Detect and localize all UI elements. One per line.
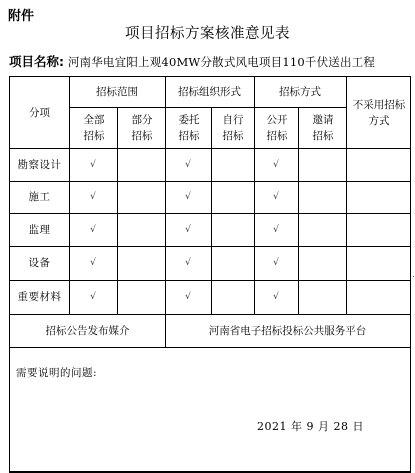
check-cell-partial [117, 280, 165, 314]
sub-header-entrusted: 委托招标 [178, 113, 200, 142]
check-cell-open: √ [273, 292, 279, 302]
check-cell-self [211, 280, 254, 314]
check-cell-entrusted: √ [185, 192, 191, 202]
attachment-label: 附件 [8, 9, 35, 24]
check-cell-open: √ [273, 258, 279, 268]
sub-header-invited: 邀请招标 [312, 113, 334, 142]
check-cell-self [211, 181, 254, 213]
row-label: 勘察设计 [17, 158, 62, 171]
sub-header-all: 全部招标 [83, 113, 105, 142]
signing-date: 2021 年 9 月 28 日 [257, 420, 364, 433]
sub-header-self: 自行招标 [222, 113, 244, 142]
header-item: 分项 [29, 106, 50, 119]
check-cell-not-used [346, 181, 410, 213]
document-title: 项目招标方案核准意见表 [125, 26, 290, 42]
project-name-line [9, 52, 411, 70]
check-cell-invited [298, 148, 346, 181]
project-name-label: 项目名称: [9, 54, 64, 69]
check-cell-invited [298, 246, 346, 280]
check-cell-all: √ [90, 224, 96, 235]
sub-header-partial: 部分招标 [131, 113, 153, 142]
check-cell-self [211, 213, 254, 246]
check-cell-entrusted: √ [185, 159, 191, 170]
margin-mark: . [412, 270, 415, 279]
check-cell-invited [298, 181, 346, 213]
header-org-form: 招标组织形式 [178, 86, 241, 98]
check-cell-partial [117, 213, 165, 246]
check-cell-all: √ [90, 258, 96, 268]
rule-media [10, 347, 410, 348]
check-cell-not-used [346, 213, 410, 246]
check-cell-not-used [346, 280, 410, 314]
check-cell-invited [298, 280, 346, 314]
check-cell-not-used [346, 246, 410, 280]
header-not-used: 不采用招标方式 [352, 98, 406, 127]
row-label: 施工 [28, 191, 51, 203]
row-label: 监理 [28, 223, 51, 236]
check-cell-all: √ [90, 192, 96, 202]
notes-label: 需要说明的问题: [16, 367, 98, 379]
check-cell-entrusted: √ [185, 258, 191, 268]
approval-table [9, 76, 411, 473]
rule-header-mid [69, 107, 346, 108]
check-cell-partial [117, 148, 165, 181]
check-cell-open: √ [273, 159, 279, 170]
check-cell-open: √ [273, 192, 279, 202]
check-cell-entrusted: √ [185, 292, 191, 302]
check-cell-open: √ [273, 224, 279, 235]
check-cell-not-used [346, 148, 410, 181]
check-cell-invited [298, 213, 346, 246]
project-name-value: 河南华电宜阳上观40MW分散式风电项目110千伏送出工程 [67, 55, 376, 69]
check-cell-partial [117, 181, 165, 213]
check-cell-self [211, 246, 254, 280]
check-cell-entrusted: √ [185, 224, 191, 235]
check-cell-all: √ [90, 159, 96, 170]
header-scope: 招标范围 [96, 86, 138, 98]
row-label: 设备 [28, 257, 51, 269]
media-value: 河南省电子招标投标公共服务平台 [208, 324, 367, 337]
sub-header-open: 公开招标 [266, 113, 288, 142]
check-cell-self [211, 148, 254, 181]
check-cell-all: √ [90, 292, 96, 302]
check-cell-partial [117, 246, 165, 280]
header-method: 招标方式 [279, 86, 321, 98]
media-label: 招标公告发布媒介 [45, 324, 130, 337]
row-label: 重要材料 [17, 291, 62, 303]
